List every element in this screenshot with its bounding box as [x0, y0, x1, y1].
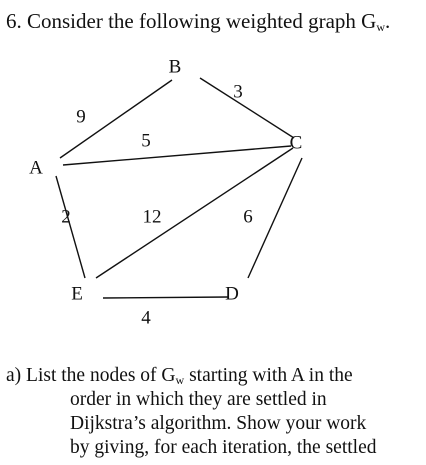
edge-weight-a-e: 2: [61, 206, 71, 228]
problem-number: 6.: [6, 9, 22, 33]
node-d: D: [225, 283, 239, 305]
part-a-question: [6, 364, 421, 460]
part-a-label: a): [6, 365, 22, 386]
part-a-line-3: Dijkstra’s algorithm. Show your work: [70, 413, 367, 434]
problem-title-text: Consider the following weighted graph G: [27, 9, 377, 33]
edge-weight-a-b: 9: [76, 106, 86, 128]
part-a-text-end: starting with A in the: [184, 365, 353, 386]
part-a-line-2: order in which they are settled in: [70, 389, 327, 410]
graph-subscript: w: [376, 20, 386, 34]
edge-weight-e-c: 12: [142, 206, 162, 228]
part-a-line-4: by giving, for each iteration, the settled: [70, 437, 377, 458]
part-a-line-1: [6, 364, 421, 388]
edge-a-c: [63, 146, 291, 165]
problem-title-period: .: [385, 9, 391, 33]
edge-weight-b-c: 3: [233, 81, 243, 103]
node-b: B: [168, 56, 182, 78]
node-c: C: [289, 132, 303, 154]
graph-nodes: [29, 56, 302, 304]
edge-weight-e-d: 4: [141, 307, 151, 329]
part-a-text-start: List the nodes of G: [26, 365, 176, 386]
edge-e-c: [96, 148, 293, 278]
node-e: E: [71, 283, 83, 305]
graph-weights: [61, 81, 253, 328]
graph-edges: [56, 78, 302, 298]
part-a-subscript: w: [175, 373, 185, 387]
edge-weight-a-c: 5: [141, 130, 151, 152]
edge-b-c: [200, 78, 294, 138]
node-a: A: [29, 157, 43, 179]
edge-c-d: [248, 158, 302, 278]
edge-weight-c-d: 6: [243, 206, 253, 228]
edge-e-d: [103, 297, 229, 298]
